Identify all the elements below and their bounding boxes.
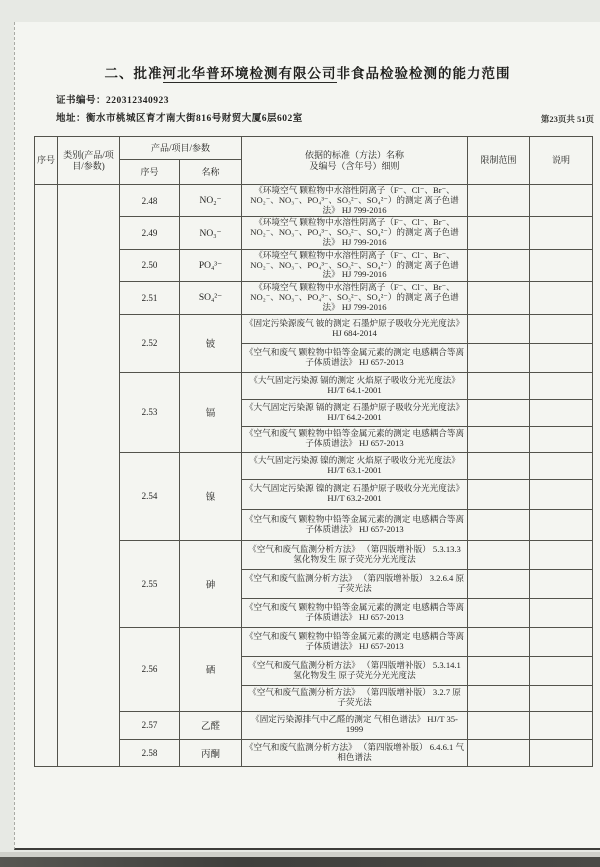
limit-cell	[468, 509, 530, 540]
limit-cell	[468, 372, 530, 399]
item-name-cell: SO₄²⁻	[180, 282, 242, 314]
note-cell	[530, 249, 593, 281]
standard-cell: 《空气和废气监测分析方法》 （第四版增补版） 6.4.6.1 气相色谱法	[242, 739, 468, 766]
standard-cell: 《大气固定污染源 镍的测定 火焰原子吸收分光光度法》 HJ/T 63.1-2001	[242, 452, 468, 479]
address-line	[56, 110, 303, 124]
note-cell	[530, 282, 593, 314]
note-cell	[530, 598, 593, 627]
item-name-cell: PO₄³⁻	[180, 249, 242, 281]
title-company-underlined: 河北华普环境检测有限公司	[162, 66, 337, 81]
limit-cell	[468, 249, 530, 281]
certificate-label: 证书编号：	[56, 96, 107, 106]
limit-cell	[468, 711, 530, 739]
capability-table	[34, 136, 593, 767]
col-serial-header: 序号	[35, 137, 58, 185]
certificate-number-line	[56, 92, 169, 106]
note-cell	[530, 185, 593, 217]
note-cell	[530, 509, 593, 540]
scanned-page	[14, 22, 600, 850]
item-number-cell: 2.53	[120, 372, 180, 452]
table-row	[35, 185, 593, 217]
item-number-cell: 2.50	[120, 249, 180, 281]
standard-cell: 《空气和废气 颗粒物中铅等金属元素的测定 电感耦合等离子体质谱法》 HJ 657-2013	[242, 627, 468, 656]
note-cell	[530, 217, 593, 249]
standard-cell: 《大气固定污染源 镍的测定 石墨炉原子吸收分光光度法》 HJ/T 63.2-2001	[242, 479, 468, 509]
limit-header: 限制范围	[468, 137, 530, 185]
scan-bottom-shadow	[0, 857, 600, 867]
item-number-cell: 2.57	[120, 711, 180, 739]
limit-cell	[468, 739, 530, 766]
standard-cell: 《固定污染源废气 铍的测定 石墨炉原子吸收分光光度法》 HJ 684-2014	[242, 314, 468, 343]
standard-header-line1: 依据的标准（方法）名称	[305, 149, 405, 160]
item-name-cell: 硒	[180, 627, 242, 711]
standard-cell: 《空气和废气 颗粒物中铅等金属元素的测定 电感耦合等离子体质谱法》 HJ 657-2013	[242, 509, 468, 540]
standard-cell: 《环境空气 颗粒物中水溶性阴离子（F⁻、Cl⁻、Br⁻、NO₂⁻、NO₃⁻、PO₄³⁻、SO₃²⁻、SO₄²⁻）的测定 离子色谱法》 HJ 799-2016	[242, 249, 468, 281]
limit-cell	[468, 598, 530, 627]
item-name-cell: 丙酮	[180, 739, 242, 766]
item-number-cell: 2.55	[120, 540, 180, 627]
note-header: 说明	[530, 137, 593, 185]
item-name-cell: 铍	[180, 314, 242, 372]
note-cell	[530, 685, 593, 711]
standard-cell: 《空气和废气监测分析方法》 （第四版增补版） 5.3.14.1 氢化物发生 原子荧光分光光度法	[242, 656, 468, 685]
item-name-cell: 乙醛	[180, 711, 242, 739]
table-header-row-1	[35, 137, 593, 160]
standard-cell: 《空气和废气 颗粒物中铅等金属元素的测定 电感耦合等离子体质谱法》 HJ 657-2013	[242, 343, 468, 372]
limit-cell	[468, 569, 530, 598]
note-cell	[530, 399, 593, 426]
note-cell	[530, 569, 593, 598]
note-cell	[530, 540, 593, 569]
standard-cell: 《大气固定污染源 镉的测定 火焰原子吸收分光光度法》 HJ/T 64.1-2001	[242, 372, 468, 399]
limit-cell	[468, 685, 530, 711]
note-cell	[530, 656, 593, 685]
limit-cell	[468, 627, 530, 656]
note-cell	[530, 479, 593, 509]
limit-cell	[468, 282, 530, 314]
item-name-cell: 镉	[180, 372, 242, 452]
sub-serial-header: 序号	[120, 160, 180, 185]
standard-cell: 《环境空气 颗粒物中水溶性阴离子（F⁻、Cl⁻、Br⁻、NO₂⁻、NO₃⁻、PO₄³⁻、SO₃²⁻、SO₄²⁻）的测定 离子色谱法》 HJ 799-2016	[242, 282, 468, 314]
limit-cell	[468, 656, 530, 685]
limit-cell	[468, 426, 530, 452]
certificate-number: 220312340923	[106, 96, 170, 106]
item-number-cell: 2.48	[120, 185, 180, 217]
item-number-cell: 2.56	[120, 627, 180, 711]
title-prefix: 二、批准	[104, 66, 163, 81]
standard-cell: 《环境空气 颗粒物中水溶性阴离子（F⁻、Cl⁻、Br⁻、NO₂⁻、NO₃⁻、PO₄³⁻、SO₃²⁻、SO₄²⁻）的测定 离子色谱法》 HJ 799-2016	[242, 217, 468, 249]
note-cell	[530, 426, 593, 452]
standard-cell: 《空气和废气监测分析方法》 （第四版增补版） 5.3.13.3 氢化物发生 原子荧光分光光度法	[242, 540, 468, 569]
standard-cell: 《大气固定污染源 镉的测定 石墨炉原子吸收分光光度法》 HJ/T 64.2-2001	[242, 399, 468, 426]
standard-cell: 《固定污染源排气中乙醛的测定 气相色谱法》 HJ/T 35-1999	[242, 711, 468, 739]
item-number-cell: 2.51	[120, 282, 180, 314]
limit-cell	[468, 314, 530, 343]
category-column-cell	[58, 185, 120, 767]
note-cell	[530, 711, 593, 739]
limit-cell	[468, 399, 530, 426]
limit-cell	[468, 540, 530, 569]
title-suffix: 非食品检验检测的能力范围	[336, 66, 511, 81]
note-cell	[530, 739, 593, 766]
limit-cell	[468, 479, 530, 509]
item-number-cell: 2.49	[120, 217, 180, 249]
sub-name-header: 名称	[180, 160, 242, 185]
page-title	[15, 62, 600, 82]
address-value: 衡水市桃城区育才南大街816号财贸大厦6层602室	[86, 114, 303, 124]
standard-cell: 《空气和废气 颗粒物中铅等金属元素的测定 电感耦合等离子体质谱法》 HJ 657-2013	[242, 598, 468, 627]
standard-cell: 《空气和废气 颗粒物中铅等金属元素的测定 电感耦合等离子体质谱法》 HJ 657-2013	[242, 426, 468, 452]
note-cell	[530, 314, 593, 343]
standard-cell: 《环境空气 颗粒物中水溶性阴离子（F⁻、Cl⁻、Br⁻、NO₂⁻、NO₃⁻、PO₄³⁻、SO₃²⁻、SO₄²⁻）的测定 离子色谱法》 HJ 799-2016	[242, 185, 468, 217]
product-group-header: 产品/项目/参数	[120, 137, 242, 160]
note-cell	[530, 627, 593, 656]
standard-cell: 《空气和废气监测分析方法》 （第四版增补版） 3.2.7 原子荧光法	[242, 685, 468, 711]
item-name-cell: 砷	[180, 540, 242, 627]
item-name-cell: 镍	[180, 452, 242, 540]
limit-cell	[468, 185, 530, 217]
item-number-cell: 2.52	[120, 314, 180, 372]
standard-cell: 《空气和废气监测分析方法》 （第四版增补版） 3.2.6.4 原子荧光法	[242, 569, 468, 598]
note-cell	[530, 452, 593, 479]
serial-column-cell	[35, 185, 58, 767]
item-name-cell: NO₃⁻	[180, 217, 242, 249]
item-number-cell: 2.54	[120, 452, 180, 540]
item-number-cell: 2.58	[120, 739, 180, 766]
note-cell	[530, 343, 593, 372]
item-name-cell: NO₂⁻	[180, 185, 242, 217]
col-category-header: 类别(产品/项目/参数)	[58, 137, 120, 185]
address-label: 地址：	[56, 114, 87, 124]
page-indicator: 第23页共 51页	[540, 114, 594, 124]
standard-header-line2: 及编号（含年号）细则	[309, 160, 400, 171]
limit-cell	[468, 452, 530, 479]
standard-header	[242, 137, 468, 185]
limit-cell	[468, 217, 530, 249]
note-cell	[530, 372, 593, 399]
limit-cell	[468, 343, 530, 372]
